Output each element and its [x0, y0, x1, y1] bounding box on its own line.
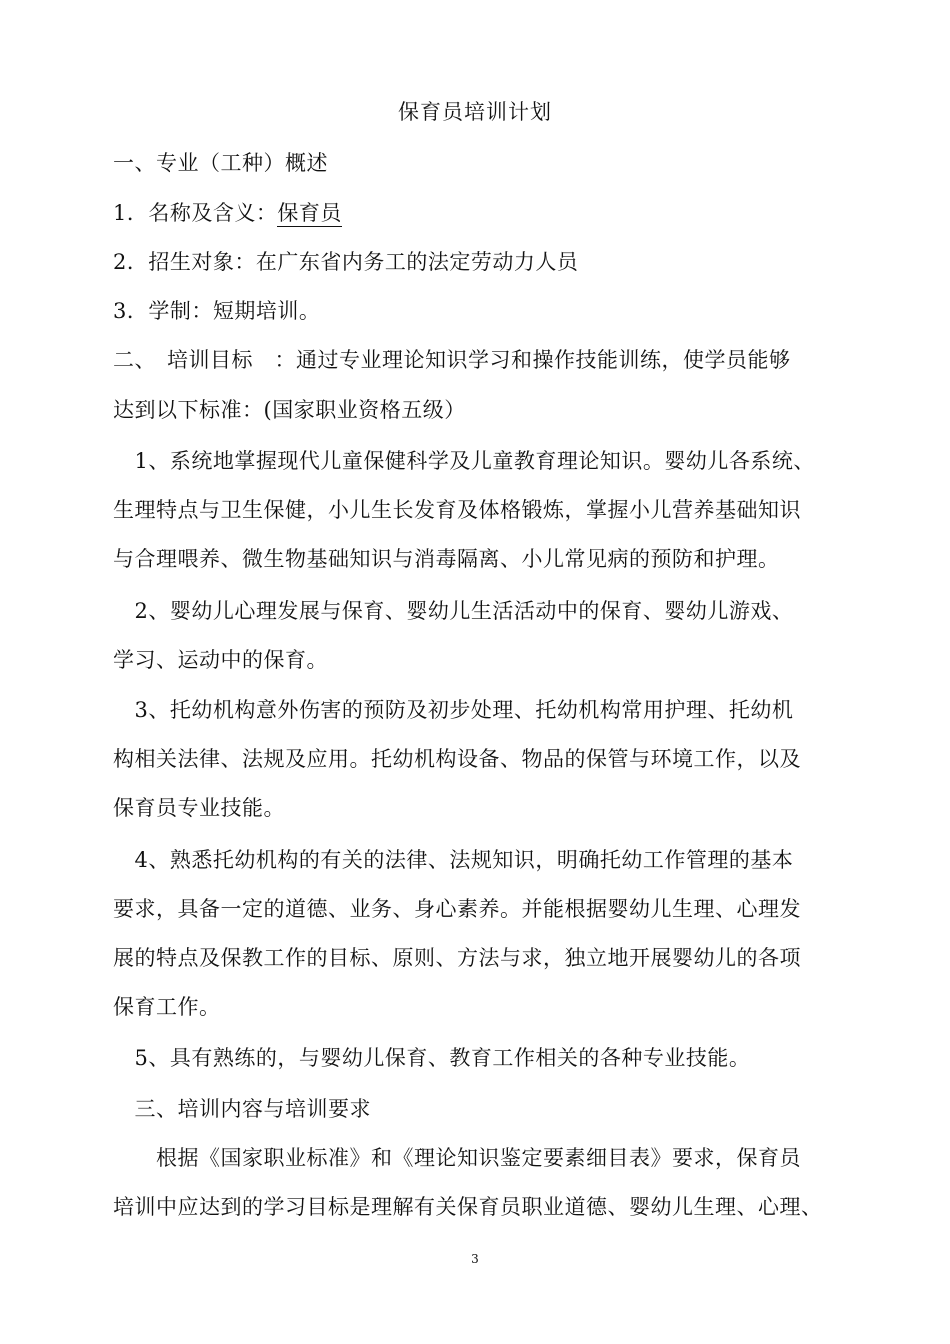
section2-line-1: 二、 培训目标 ：通过专业理论知识学习和操作技能训练，使学员能够	[113, 348, 791, 372]
section3-heading: 三、培训内容与培训要求	[113, 1097, 371, 1121]
goal3-line-3: 保育员专业技能。	[113, 796, 285, 820]
goal1-line-1: 1、系统地掌握现代儿童保健科学及儿童教育理论知识。婴幼儿各系统、	[113, 449, 815, 473]
goal4-line-1: 4、熟悉托幼机构的有关的法律、法规知识，明确托幼工作管理的基本	[113, 848, 794, 872]
goal2-line-1: 2、婴幼儿心理发展与保育、婴幼儿生活活动中的保育、婴幼儿游戏、	[113, 599, 794, 623]
section3-line-1: 根据《国家职业标准》和《理论知识鉴定要素细目表》要求，保育员	[113, 1146, 801, 1170]
section1-heading: 一、专业（工种）概述	[113, 151, 328, 175]
goal2-line-2: 学习、运动中的保育。	[113, 648, 328, 672]
goal1-line-2: 生理特点与卫生保健，小儿生长发育及体格锻炼，掌握小儿营养基础知识	[113, 498, 801, 522]
goal3-line-2: 构相关法律、法规及应用。托幼机构设备、物品的保管与环境工作，以及	[113, 747, 801, 771]
section3-line-2: 培训中应达到的学习目标是理解有关保育员职业道德、婴幼儿生理、心理、	[113, 1195, 823, 1219]
page-number: 3	[471, 1252, 479, 1266]
goal4-line-3: 展的特点及保教工作的目标、原则、方法与求，独立地开展婴幼儿的各项	[113, 946, 801, 970]
goal4-line-2: 要求，具备一定的道德、业务、身心素养。并能根据婴幼儿生理、心理发	[113, 897, 801, 921]
item1-prefix: 1．名称及含义：	[113, 201, 278, 225]
goal5-line-1: 5、具有熟练的，与婴幼儿保育、教育工作相关的各种专业技能。	[113, 1046, 751, 1070]
goal3-line-1: 3、托幼机构意外伤害的预防及初步处理、托幼机构常用护理、托幼机	[113, 698, 794, 722]
goal1-line-3: 与合理喂养、微生物基础知识与消毒隔离、小儿常见病的预防和护理。	[113, 547, 780, 571]
item1-value: 保育员	[277, 201, 342, 225]
item1-line	[113, 200, 342, 226]
item2-line: 2．招生对象：在广东省内务工的法定劳动力人员	[113, 250, 579, 274]
page-title: 保育员培训计划	[398, 100, 552, 124]
goal4-line-4: 保育工作。	[113, 995, 221, 1019]
section2-line-2: 达到以下标准：(国家职业资格五级）	[113, 398, 466, 422]
item3-line: 3．学制：短期培训。	[113, 299, 321, 323]
